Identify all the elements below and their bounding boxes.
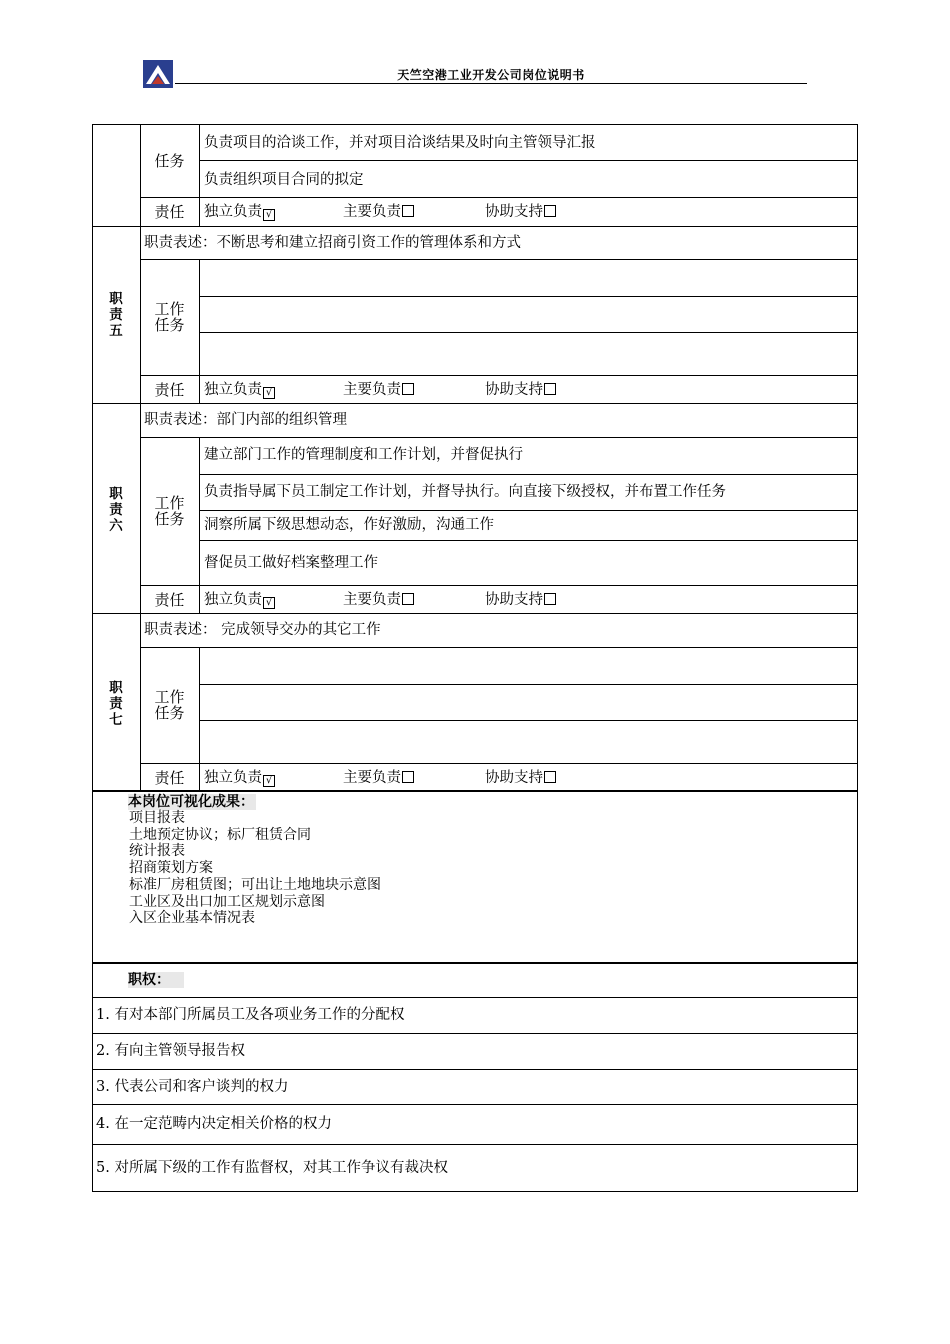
option-main: 主要负责 <box>343 382 401 398</box>
checked-box[interactable]: √ <box>263 387 275 399</box>
document-title: 天竺空港工业开发公司岗位说明书 <box>397 68 585 82</box>
task-label: 任务 <box>154 152 185 170</box>
authority-item: 5. 对所属下级的工作有监督权，对其工作争议有裁决权 <box>96 1160 448 1176</box>
option-main: 主要负责 <box>343 770 401 786</box>
option-independent: 独立负责 <box>204 592 262 608</box>
duty-side-label: 职 责 六 <box>109 486 123 534</box>
duty-statement: 职责表述： 完成领导交办的其它工作 <box>144 622 381 638</box>
header-rule <box>175 83 807 84</box>
list-item: 统计报表 <box>129 843 185 860</box>
responsibility-label: 责任 <box>154 591 185 609</box>
option-independent: 独立负责 <box>204 770 262 786</box>
company-logo <box>143 60 173 88</box>
results-title: 本岗位可视化成果： <box>128 794 254 810</box>
unchecked-box[interactable] <box>544 205 556 217</box>
list-item: 土地预定协议；标厂租赁合同 <box>129 826 311 843</box>
authority-item: 1. 有对本部门所属员工及各项业务工作的分配权 <box>96 1007 405 1023</box>
results-list <box>129 810 381 927</box>
unchecked-box[interactable] <box>402 205 414 217</box>
option-main: 主要负责 <box>343 592 401 608</box>
duty-side-label: 职 责 七 <box>109 680 123 728</box>
option-assist: 协助支持 <box>485 770 543 786</box>
checked-box[interactable]: √ <box>263 209 275 221</box>
list-item: 标准厂房租赁图；可出让土地地块示意图 <box>129 876 381 893</box>
list-item: 项目报表 <box>129 810 185 826</box>
authority-title: 职权： <box>128 972 184 988</box>
option-main: 主要负责 <box>343 204 401 220</box>
option-independent: 独立负责 <box>204 382 262 398</box>
duty-side-label: 职 责 五 <box>109 291 123 339</box>
task-item: 负责组织项目合同的拟定 <box>204 172 364 188</box>
unchecked-box[interactable] <box>402 383 414 395</box>
responsibility-options <box>204 203 275 221</box>
task-item: 洞察所属下级思想动态，作好激励，沟通工作 <box>204 517 494 533</box>
checked-box[interactable]: √ <box>263 597 275 609</box>
task-item: 负责指导属下员工制定工作计划，并督导执行。向直接下级授权，并布置工作任务 <box>204 484 726 500</box>
option-independent: 独立负责 <box>204 204 262 220</box>
responsibility-label: 责任 <box>154 769 185 787</box>
checked-box[interactable]: √ <box>263 775 275 787</box>
list-item: 入区企业基本情况表 <box>129 910 255 927</box>
task-item: 负责项目的洽谈工作，并对项目洽谈结果及时向主管领导汇报 <box>204 135 596 151</box>
responsibility-label: 责任 <box>154 381 185 399</box>
option-assist: 协助支持 <box>485 592 543 608</box>
unchecked-box[interactable] <box>544 771 556 783</box>
page-header <box>143 60 807 86</box>
unchecked-box[interactable] <box>402 771 414 783</box>
unchecked-box[interactable] <box>544 593 556 605</box>
task-item: 督促员工做好档案整理工作 <box>204 555 378 571</box>
task-item: 建立部门工作的管理制度和工作计划，并督促执行 <box>204 447 523 463</box>
duty-statement: 职责表述：部门内部的组织管理 <box>144 412 347 428</box>
option-assist: 协助支持 <box>485 204 543 220</box>
responsibility-label: 责任 <box>154 203 185 221</box>
authority-item: 2. 有向主管领导报告权 <box>96 1043 245 1059</box>
unchecked-box[interactable] <box>402 593 414 605</box>
authority-item: 4. 在一定范畴内决定相关价格的权力 <box>96 1116 332 1132</box>
duty-statement: 职责表述：不断思考和建立招商引资工作的管理体系和方式 <box>144 235 521 251</box>
list-item: 工业区及出口加工区规划示意图 <box>129 893 325 910</box>
authority-item: 3. 代表公司和客户谈判的权力 <box>96 1079 289 1095</box>
list-item: 招商策划方案 <box>129 860 213 877</box>
option-assist: 协助支持 <box>485 382 543 398</box>
work-task-label: 工作 任务 <box>154 494 185 528</box>
work-task-label: 工作 任务 <box>154 688 185 722</box>
unchecked-box[interactable] <box>544 383 556 395</box>
work-task-label: 工作 任务 <box>154 300 185 334</box>
